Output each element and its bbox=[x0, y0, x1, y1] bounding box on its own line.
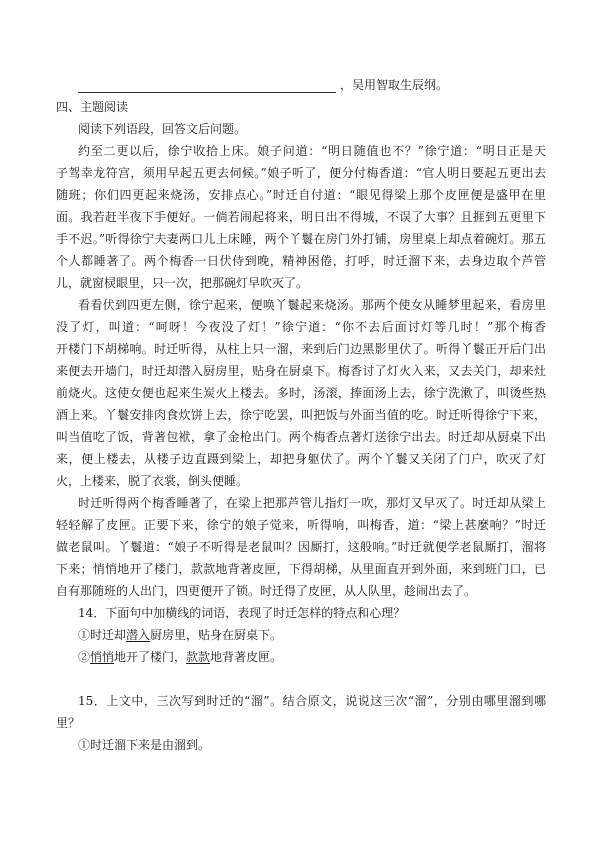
passage-line: 做老鼠叫。丫鬟道：“娘子不听得是老鼠叫？因厮打，这般响。”时迁就便学老鼠厮打，溜将 bbox=[56, 540, 546, 554]
passage-line: 儿，就窗棂眼里，只一次，把那碗灯早吹灭了。 bbox=[56, 276, 309, 290]
q15-item-1: ①时迁溜下来是由溜到。 bbox=[78, 738, 211, 752]
passage-line: 开楼门下胡梯响。时迁听得，从柱上只一溜，来到后门边黑影里伏了。听得丫鬟正开后门出 bbox=[56, 342, 546, 356]
underlined-word: 悄悄 bbox=[90, 650, 115, 664]
q14-stem: 14．下面句中加横线的词语，表现了时迁怎样的特点和心理？ bbox=[78, 606, 406, 620]
q14-item1-suffix: 厨房里，贴身在厨桌下。 bbox=[150, 628, 283, 642]
passage-line: 约至二更以后，徐宁收拾上床。娘子问道：“明日随值也不？”徐宁道：“明日正是天 bbox=[78, 144, 546, 158]
passage-line: 没了灯，叫道：“呵呀！今夜没了灯！”徐宁道：“你不去后面讨灯等几时！”那个梅香 bbox=[56, 320, 546, 334]
passage-line: 来，便上楼去，从楼子边直蹑到梁上，却把身躯伏了。两个丫鬟又关闭了门户，吹灭了灯 bbox=[56, 452, 546, 466]
instruction-text: 阅读下列语段，回答文后问题。 bbox=[78, 122, 247, 136]
q14-item-2 bbox=[78, 650, 568, 664]
passage-line: 火，上楼来，脱了衣裳，倒头便睡。 bbox=[56, 474, 249, 488]
section-title: 四、主题阅读 bbox=[56, 100, 129, 114]
q15-stem-line-2: 里？ bbox=[56, 716, 81, 730]
underlined-word: 潜入 bbox=[126, 628, 151, 642]
q15-stem-line-1: 15．上文中，三次写到时迁的“溜”。结合原文，说说这三次“溜”，分别由哪里溜到哪 bbox=[78, 694, 546, 708]
passage-line: 前烧火。这使女便也起来生炭火上楼去。多时，汤滚，捧面汤上去，徐宁洗漱了，叫烫些热 bbox=[56, 386, 546, 400]
passage-line: 来便去开墙门，时迁却潜入厨房里，贴身在厨桌下。梅香讨了灯火入来，又去关门，却来灶 bbox=[56, 364, 546, 378]
answer-blank-line[interactable] bbox=[78, 92, 336, 93]
passage-line: 时迁听得两个梅香睡著了，在梁上把那芦管儿指灯一吹，那灯又早灭了。时迁却从梁上 bbox=[78, 496, 546, 510]
passage-line: 下来；悄悄地开了楼门，款款地背著皮匣，下得胡梯，从里面直开到外面，来到班门口，已 bbox=[56, 562, 546, 576]
passage-line: 子驾幸龙符宫，须用早起五更去伺候。”娘子听了，便分付梅香道：“官人明日要起五更出去 bbox=[56, 166, 546, 180]
passage-line: 自有那随班的人出门，四更便开了锁。时迁得了皮匣，从人队里，趁闹出去了。 bbox=[56, 584, 477, 598]
q14-item2-mid: 地开了楼门， bbox=[114, 650, 187, 664]
q13-tail-text: ，吴用智取生辰纲。 bbox=[340, 78, 449, 92]
passage-line: 酒上来。丫鬟安排肉食炊饼上去，徐宁吃罢，叫把饭与外面当值的吃。时迁听得徐宁下来， bbox=[56, 408, 546, 422]
passage-line: 看看伏到四更左侧，徐宁起来，便唤丫鬟起来烧汤。那两个使女从睡梦里起来，看房里 bbox=[78, 298, 546, 312]
passage-line: 轻轻解了皮匣。正要下来，徐宁的娘子觉来，听得响，叫梅香，道：“梁上甚麼响？”时迁 bbox=[56, 518, 546, 532]
passage-line: 叫当值吃了饭，背著包袱，拿了金枪出门。两个梅香点著灯送徐宁出去。时迁却从厨桌下出 bbox=[56, 430, 546, 444]
passage-line: 随班；你们四更起来烧汤，安排点心。”时迁自付道：“眼见得梁上那个皮匣便是盛甲在里 bbox=[56, 188, 546, 202]
passage-line: 手不迟。”听得徐宁夫妻两口儿上床睡，两个丫鬟在房门外打铺，房里桌上却点着碗灯。那五 bbox=[56, 232, 546, 246]
q14-item2-suffix: 地背著皮匣。 bbox=[210, 650, 283, 664]
q14-item1-prefix: ①时迁却 bbox=[78, 628, 127, 642]
underlined-word: 款款 bbox=[186, 650, 211, 664]
passage-line: 面。我若赶半夜下手便好。一倘若闹起将来，明日出不得城，不误了大事？且捱到五更里下 bbox=[56, 210, 546, 224]
passage-line: 个人都睡著了。两个梅香一日伏侍到晚，精神困倦，打呼，时迁溜下来，去身边取个芦管 bbox=[56, 254, 546, 268]
q14-item2-prefix: ② bbox=[78, 650, 91, 664]
q14-item-1 bbox=[78, 628, 568, 642]
